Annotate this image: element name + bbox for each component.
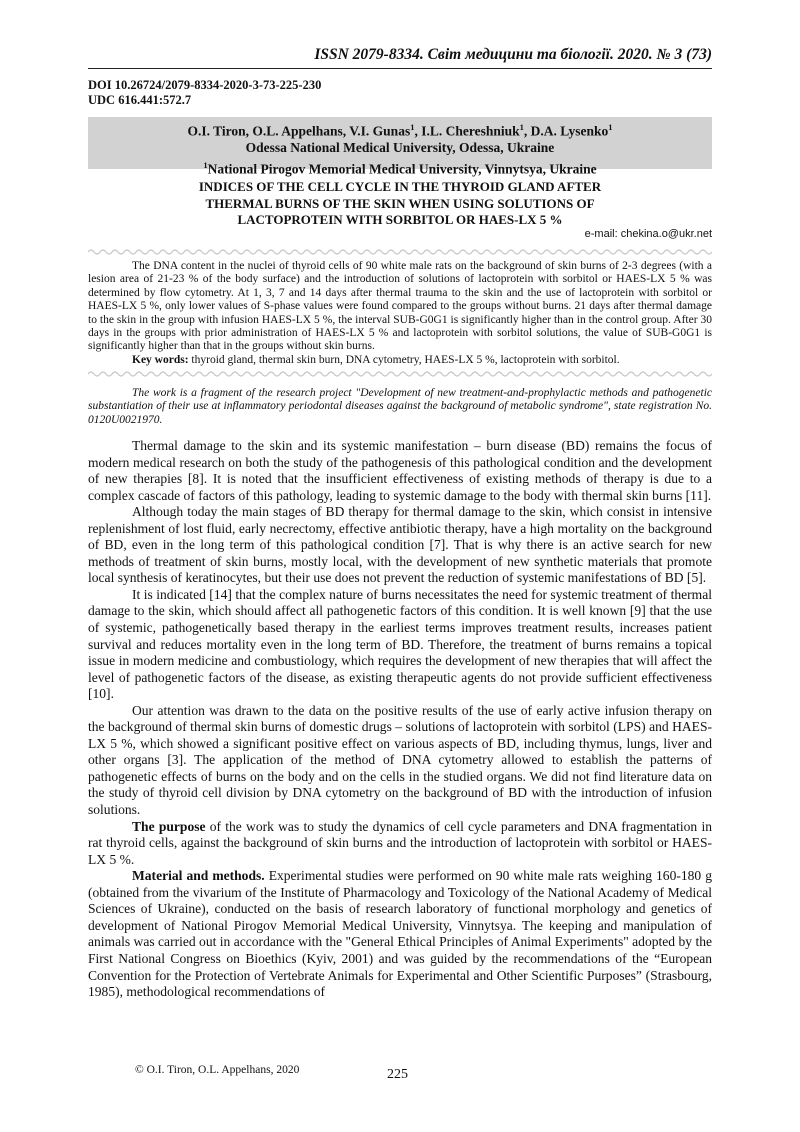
affiliation-1: Odessa National Medical University, Odessa, Ukraine <box>245 140 555 155</box>
article-body <box>88 438 712 1001</box>
article-title: INDICES OF THE CELL CYCLE IN THE THYROID GLAND AFTER THERMAL BURNS OF THE SKIN WHEN USING SOLUTIONS OF LACTOPROTEIN WITH SORBITOL OR HAES-LX 5 % <box>198 179 602 227</box>
affiliation-marker: 1 <box>203 159 208 170</box>
body-paragraph: Although today the main stages of BD therapy for thermal damage to the skin, which consist in intensive replenishment of lost fluid, early necrectomy, effective antibiotic therapy, have a high mortality on the background of BD, even in the long term of this pathological condition [7]. That is why there is an active search for new methods of treatment of skin burns, mostly local, with the development of new synthetic materials that promote local synthesis of keratinocytes, but their use does not prevent the reduction of systemic manifestations of BD [5]. <box>88 504 712 586</box>
affiliation-marker: 1 <box>410 122 415 132</box>
methods-text: Experimental studies were performed on 90 white male rats weighing 160-180 g (obtained from the vivarium of the Institute of Pharmacology and Toxicology of the National Academy of Medical Sciences of Ukraine), conducted on the basis of research laboratory of functional morphology and genetics of development of National Pirogov Memorial Medical University, Vinnytsya. The keeping and manipulation of animals was carried out in accordance with the "General Ethical Principles of Animal Experiments" adopted by the First National Congress on Bioethics (Kyiv, 2001) and was guided by the recommendations of the “European Convention for the Protection of Vertebrate Animals for Experimental and Other Scientific Purposes” (Strasbourg, 1985), methodological recommendations of <box>88 868 712 1000</box>
doi-line: DOI 10.26724/2079-8334-2020-3-73-225-230 <box>88 78 322 92</box>
copyright-line: © O.I. Tiron, O.L. Appelhans, 2020 <box>135 1064 300 1076</box>
author-names-2: , I.L. Chereshniuk <box>414 123 520 139</box>
body-paragraph: Our attention was drawn to the data on the positive results of the use of early active infusion therapy on the background of thermal skin burns of domestic drugs – solutions of lactoprotein with sorbitol (LPS) and HAES-LX 5 %, which showed a significant positive effect on various aspects of BD, including thymus, lungs, liver and other organs [3]. The application of the method of DNA cytometry allowed to establish the patterns of pathogenetic effects of burns on the body and on the cells in the studied organs. We did not find literature data on the study of thyroid cell division by DNA cytometry on the background of BD with the introduction of infusion solutions. <box>88 702 712 818</box>
purpose-label: The purpose <box>132 818 206 834</box>
contact-email: e-mail: chekina.o@ukr.net <box>584 228 712 240</box>
header-rule <box>88 68 712 69</box>
abstract-text: The DNA content in the nuclei of thyroid cells of 90 white male rats on the background of skin burns of 2-3 degrees (with a lesion area of 21-23 % of the body surface) and the introduction of solutions of lactoprotein with sorbitol or HAES-LX 5 % was determined by flow cytometry. At 1, 3, 7 and 14 days after thermal trauma to the skin and the use of lactoprotein with sorbitol or HAES-LX 5 %, only lower values of S-phase values were found compared to the groups without burns. 21 days after thermal damage to the skin in the group with infusion HAES-LX 5 %, the interval SUB-G0G1 is significantly higher than in the control group. After 30 days in the groups with prior administration of HAES-LX 5 % and lactoprotein with sorbitol solutions, the value of SUB-G0G1 is significantly higher than that in the groups without skin burns. <box>88 260 712 353</box>
keywords-line <box>88 354 712 367</box>
author-affiliation-box <box>88 117 712 176</box>
funding-text: The work is a fragment of the research project "Development of new treatment-and-prophylactic methods and pathogenetic substantiation of their use at inflammatory periodontal diseases against the background of metabolic syndrome", state registration No. 0120U0021970. <box>88 387 712 426</box>
affiliation-marker: 1 <box>519 122 524 132</box>
keywords-text: thyroid gland, thermal skin burn, DNA cytometry, HAES-LX 5 %, lactoprotein with sorbitol. <box>188 353 620 366</box>
affiliation-2: National Pirogov Memorial Medical University, Vinnytsya, Ukraine <box>207 161 597 176</box>
affiliation-marker: 1 <box>608 122 613 132</box>
author-list <box>88 119 712 140</box>
affiliation-2-line <box>88 157 712 178</box>
decorative-wave-divider <box>88 248 712 256</box>
udc-line: UDC 616.441:572.7 <box>88 93 192 107</box>
author-names-1: O.I. Tiron, O.L. Appelhans, V.I. Gunas <box>187 123 411 139</box>
funding-note <box>88 387 712 427</box>
journal-header: ISSN 2079-8334. Світ медицини та біології. 2020. № 3 (73) <box>314 46 712 63</box>
identifier-block <box>88 78 321 108</box>
purpose-paragraph <box>88 819 712 869</box>
keywords-label: Key words: <box>132 353 189 366</box>
decorative-wave-divider <box>88 370 712 378</box>
page-number: 225 <box>387 1067 408 1082</box>
body-paragraph: Thermal damage to the skin and its systemic manifestation – burn disease (BD) remains the focus of modern medical research on both the study of the pathogenesis of this pathological condition and the development of new therapies [8]. It is noted that the insufficient effectiveness of existing methods of therapy is due to a complex cascade of factors of this pathology, leading to systemic damage to the body with thermal skin burns [11]. <box>88 438 712 503</box>
purpose-text: of the work was to study the dynamics of cell cycle parameters and DNA fragmentation in rat thyroid cells, against the background of skin burns and the introduction of lactoprotein with sorbitol or HAES-LX 5 %. <box>88 818 712 867</box>
body-paragraph: It is indicated [14] that the complex nature of burns necessitates the need for systemic treatment of thermal damage to the skin, which should affect all pathogenetic factors of this condition. It is well known [9] that the use of systemic, pathogenetically based therapy in the earliest terms improves treatment results, increases patient survival and reduces mortality even in the long term of BD. Therefore, the treatment of burns remains a topical issue in modern medicine and combustiology, which requires the development of new therapies that will affect the level of pathogenetic factors of the disease, as existing therapeutic agents do not provide sufficient effectiveness [10]. <box>88 586 712 702</box>
author-names-3: , D.A. Lysenko <box>523 123 609 139</box>
methods-paragraph <box>88 868 712 1000</box>
abstract <box>88 260 712 367</box>
methods-label: Material and methods. <box>132 868 265 884</box>
